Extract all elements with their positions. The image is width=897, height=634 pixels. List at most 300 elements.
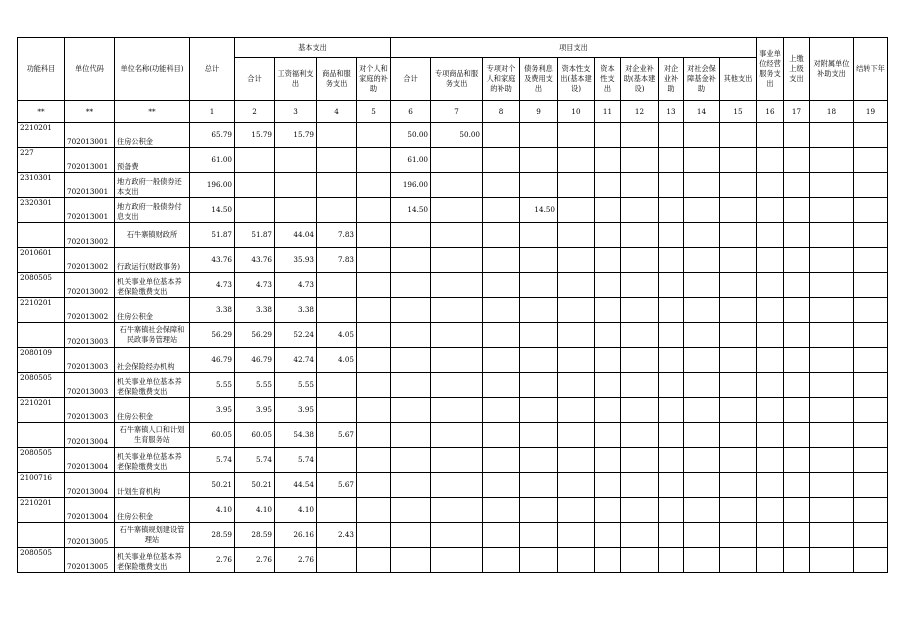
empty-cell <box>684 373 720 398</box>
value-cell-total: 43.76 <box>190 248 235 273</box>
empty-cell <box>810 348 854 373</box>
index-cell: 4 <box>317 101 357 123</box>
empty-cell <box>595 548 621 573</box>
empty-cell <box>720 498 757 523</box>
value-cell-p_personal <box>483 198 520 223</box>
empty-cell <box>854 223 888 248</box>
func-subject-cell: 2210201 <box>18 123 65 148</box>
empty-cell <box>810 298 854 323</box>
unit-name-cell: 机关事业单位基本养老保险缴费支出 <box>115 373 190 398</box>
empty-cell <box>558 523 595 548</box>
empty-cell <box>684 348 720 373</box>
empty-cell <box>595 173 621 198</box>
value-cell-total: 46.79 <box>190 348 235 373</box>
empty-cell <box>757 398 784 423</box>
empty-cell <box>659 348 684 373</box>
unit-code-cell: 702013001 <box>65 148 115 173</box>
unit-name-cell: 石牛寨镇财政所 <box>115 223 190 248</box>
value-cell-p_personal <box>483 223 520 248</box>
value-cell-p_debt <box>520 373 558 398</box>
unit-name-cell: 社会保险经办机构 <box>115 348 190 373</box>
empty-cell <box>595 223 621 248</box>
value-cell-p_sum: 14.50 <box>391 198 431 223</box>
unit-code-cell: 702013004 <box>65 498 115 523</box>
unit-name-cell: 住房公积金 <box>115 398 190 423</box>
empty-cell <box>595 373 621 398</box>
index-cell: 13 <box>659 101 684 123</box>
unit-code-cell: 702013002 <box>65 223 115 248</box>
index-cell: 11 <box>595 101 621 123</box>
empty-cell <box>720 123 757 148</box>
unit-code-cell: 702013001 <box>65 198 115 223</box>
index-row <box>18 101 888 123</box>
empty-cell <box>757 148 784 173</box>
empty-cell <box>659 523 684 548</box>
value-cell-p_personal <box>483 523 520 548</box>
value-cell-p_personal <box>483 423 520 448</box>
value-cell-p_sum <box>391 398 431 423</box>
table-row <box>18 548 888 573</box>
empty-cell <box>684 248 720 273</box>
empty-cell <box>784 473 810 498</box>
value-cell-b_goods: 7.83 <box>317 223 357 248</box>
empty-cell <box>757 123 784 148</box>
empty-cell <box>784 198 810 223</box>
table-row <box>18 423 888 448</box>
value-cell-b_goods <box>317 448 357 473</box>
empty-cell <box>558 448 595 473</box>
func-subject-cell: 2210201 <box>18 498 65 523</box>
empty-cell <box>784 373 810 398</box>
value-cell-b_sum: 2.76 <box>235 548 275 573</box>
value-cell-p_debt <box>520 523 558 548</box>
unit-name-cell: 机关事业单位基本养老保险缴费支出 <box>115 548 190 573</box>
func-subject-cell <box>18 223 65 248</box>
empty-cell <box>854 448 888 473</box>
unit-name-cell: 计划生育机构 <box>115 473 190 498</box>
empty-cell <box>684 298 720 323</box>
index-cell: ** <box>115 101 190 123</box>
value-cell-b_personal <box>357 148 391 173</box>
empty-cell <box>558 473 595 498</box>
empty-cell <box>684 273 720 298</box>
value-cell-p_sum: 196.00 <box>391 173 431 198</box>
header-p-goods: 专项商品和服务支出 <box>431 58 483 101</box>
value-cell-b_personal <box>357 398 391 423</box>
value-cell-b_salary: 35.93 <box>275 248 317 273</box>
value-cell-p_debt <box>520 423 558 448</box>
empty-cell <box>621 173 659 198</box>
header-unit-code: 单位代码 <box>65 38 115 101</box>
value-cell-p_sum <box>391 348 431 373</box>
value-cell-total: 50.21 <box>190 473 235 498</box>
value-cell-b_personal <box>357 448 391 473</box>
empty-cell <box>720 323 757 348</box>
value-cell-total: 51.87 <box>190 223 235 248</box>
value-cell-b_goods: 5.67 <box>317 423 357 448</box>
header-b-sum: 合计 <box>235 58 275 101</box>
value-cell-b_personal <box>357 348 391 373</box>
unit-code-cell: 702013001 <box>65 173 115 198</box>
value-cell-b_goods <box>317 373 357 398</box>
unit-name-cell: 地方政府一般债券还本支出 <box>115 173 190 198</box>
value-cell-p_goods <box>431 198 483 223</box>
empty-cell <box>854 398 888 423</box>
empty-cell <box>720 448 757 473</box>
empty-cell <box>595 448 621 473</box>
unit-name-cell: 石牛寨镇人口和计划生育服务站 <box>115 423 190 448</box>
value-cell-p_goods <box>431 423 483 448</box>
value-cell-b_sum <box>235 173 275 198</box>
empty-cell <box>659 223 684 248</box>
value-cell-total: 65.79 <box>190 123 235 148</box>
value-cell-b_sum <box>235 148 275 173</box>
empty-cell <box>684 423 720 448</box>
unit-code-cell: 702013003 <box>65 323 115 348</box>
index-cell: 1 <box>190 101 235 123</box>
index-cell: 3 <box>275 101 317 123</box>
empty-cell <box>684 523 720 548</box>
func-subject-cell <box>18 323 65 348</box>
value-cell-b_sum: 46.79 <box>235 348 275 373</box>
value-cell-p_sum <box>391 448 431 473</box>
empty-cell <box>720 373 757 398</box>
empty-cell <box>810 498 854 523</box>
empty-cell <box>558 373 595 398</box>
table-row <box>18 473 888 498</box>
empty-cell <box>757 498 784 523</box>
empty-cell <box>659 148 684 173</box>
index-cell: ** <box>18 101 65 123</box>
empty-cell <box>558 323 595 348</box>
value-cell-p_debt <box>520 148 558 173</box>
value-cell-b_salary: 3.38 <box>275 298 317 323</box>
index-cell: 2 <box>235 101 275 123</box>
value-cell-total: 4.10 <box>190 498 235 523</box>
empty-cell <box>810 548 854 573</box>
empty-cell <box>659 423 684 448</box>
empty-cell <box>659 323 684 348</box>
value-cell-b_sum: 28.59 <box>235 523 275 548</box>
index-cell: 19 <box>854 101 888 123</box>
index-cell: 7 <box>431 101 483 123</box>
empty-cell <box>720 298 757 323</box>
value-cell-b_goods <box>317 498 357 523</box>
func-subject-cell: 2210201 <box>18 298 65 323</box>
func-subject-cell: 2100716 <box>18 473 65 498</box>
unit-name-cell: 预备费 <box>115 148 190 173</box>
table-row <box>18 298 888 323</box>
empty-cell <box>595 348 621 373</box>
empty-cell <box>595 273 621 298</box>
empty-cell <box>595 423 621 448</box>
value-cell-p_sum <box>391 548 431 573</box>
empty-cell <box>854 423 888 448</box>
unit-code-cell: 702013002 <box>65 248 115 273</box>
empty-cell <box>684 498 720 523</box>
func-subject-cell: 2010601 <box>18 248 65 273</box>
value-cell-total: 2.76 <box>190 548 235 573</box>
value-cell-p_personal <box>483 298 520 323</box>
empty-cell <box>595 498 621 523</box>
index-cell: 17 <box>784 101 810 123</box>
empty-cell <box>810 373 854 398</box>
value-cell-b_personal <box>357 123 391 148</box>
value-cell-p_debt <box>520 548 558 573</box>
empty-cell <box>621 548 659 573</box>
header-p-capital: 资本性支出 <box>595 58 621 101</box>
empty-cell <box>854 298 888 323</box>
value-cell-p_goods <box>431 273 483 298</box>
value-cell-p_goods <box>431 148 483 173</box>
unit-code-cell: 702013004 <box>65 448 115 473</box>
value-cell-b_personal <box>357 173 391 198</box>
empty-cell <box>558 548 595 573</box>
empty-cell <box>854 248 888 273</box>
func-subject-cell <box>18 423 65 448</box>
index-cell: 6 <box>391 101 431 123</box>
header-p-debt: 债务利息及费用支出 <box>520 58 558 101</box>
empty-cell <box>757 448 784 473</box>
value-cell-b_goods <box>317 198 357 223</box>
value-cell-b_salary: 42.74 <box>275 348 317 373</box>
value-cell-b_goods <box>317 123 357 148</box>
value-cell-p_goods <box>431 373 483 398</box>
value-cell-b_goods: 2.43 <box>317 523 357 548</box>
empty-cell <box>720 273 757 298</box>
value-cell-p_personal <box>483 148 520 173</box>
empty-cell <box>684 223 720 248</box>
value-cell-p_goods <box>431 548 483 573</box>
index-cell: 10 <box>558 101 595 123</box>
empty-cell <box>757 548 784 573</box>
empty-cell <box>558 273 595 298</box>
value-cell-p_personal <box>483 123 520 148</box>
empty-cell <box>757 423 784 448</box>
value-cell-b_goods <box>317 273 357 298</box>
value-cell-p_goods <box>431 448 483 473</box>
empty-cell <box>757 198 784 223</box>
empty-cell <box>621 523 659 548</box>
value-cell-p_goods <box>431 398 483 423</box>
value-cell-b_sum: 51.87 <box>235 223 275 248</box>
empty-cell <box>621 423 659 448</box>
value-cell-p_debt: 14.50 <box>520 198 558 223</box>
header-total: 总计 <box>190 38 235 101</box>
header-project-group: 项目支出 <box>391 38 757 58</box>
value-cell-b_personal <box>357 373 391 398</box>
empty-cell <box>720 523 757 548</box>
table-row <box>18 173 888 198</box>
func-subject-cell: 2080109 <box>18 348 65 373</box>
empty-cell <box>558 498 595 523</box>
empty-cell <box>810 198 854 223</box>
empty-cell <box>659 373 684 398</box>
table-body <box>18 123 888 573</box>
table-row <box>18 198 888 223</box>
value-cell-p_sum <box>391 373 431 398</box>
empty-cell <box>659 448 684 473</box>
unit-name-cell: 地方政府一般债券付息支出 <box>115 198 190 223</box>
value-cell-p_sum <box>391 498 431 523</box>
value-cell-p_goods <box>431 298 483 323</box>
empty-cell <box>659 248 684 273</box>
index-cell: 14 <box>684 101 720 123</box>
empty-cell <box>684 173 720 198</box>
value-cell-p_personal <box>483 398 520 423</box>
empty-cell <box>684 198 720 223</box>
value-cell-p_debt <box>520 498 558 523</box>
empty-cell <box>720 548 757 573</box>
empty-cell <box>757 173 784 198</box>
value-cell-total: 28.59 <box>190 523 235 548</box>
empty-cell <box>595 398 621 423</box>
value-cell-b_personal <box>357 223 391 248</box>
empty-cell <box>659 398 684 423</box>
header-p-personal: 专项对个人和家庭的补助 <box>483 58 520 101</box>
value-cell-p_goods <box>431 248 483 273</box>
empty-cell <box>720 398 757 423</box>
value-cell-p_sum <box>391 423 431 448</box>
value-cell-p_goods <box>431 523 483 548</box>
unit-name-cell: 石牛寨镇社会保障和民政事务管理站 <box>115 323 190 348</box>
empty-cell <box>784 223 810 248</box>
unit-name-cell: 机关事业单位基本养老保险缴费支出 <box>115 273 190 298</box>
empty-cell <box>659 473 684 498</box>
empty-cell <box>659 173 684 198</box>
empty-cell <box>558 423 595 448</box>
empty-cell <box>784 273 810 298</box>
empty-cell <box>558 123 595 148</box>
empty-cell <box>595 298 621 323</box>
value-cell-b_salary: 15.79 <box>275 123 317 148</box>
empty-cell <box>621 448 659 473</box>
value-cell-p_debt <box>520 248 558 273</box>
table-row <box>18 498 888 523</box>
empty-cell <box>720 198 757 223</box>
empty-cell <box>854 348 888 373</box>
empty-cell <box>558 198 595 223</box>
value-cell-p_debt <box>520 123 558 148</box>
func-subject-cell: 2310301 <box>18 173 65 198</box>
value-cell-p_goods <box>431 348 483 373</box>
index-cell: 15 <box>720 101 757 123</box>
unit-name-cell: 住房公积金 <box>115 123 190 148</box>
value-cell-p_personal <box>483 273 520 298</box>
value-cell-b_salary: 44.04 <box>275 223 317 248</box>
value-cell-b_sum: 50.21 <box>235 473 275 498</box>
empty-cell <box>757 323 784 348</box>
empty-cell <box>784 398 810 423</box>
value-cell-p_personal <box>483 248 520 273</box>
value-cell-p_debt <box>520 223 558 248</box>
empty-cell <box>684 473 720 498</box>
empty-cell <box>558 298 595 323</box>
value-cell-b_goods <box>317 173 357 198</box>
budget-table <box>17 37 888 573</box>
unit-name-cell: 石牛寨镇规划建设管理站 <box>115 523 190 548</box>
unit-name-cell: 住房公积金 <box>115 498 190 523</box>
empty-cell <box>621 398 659 423</box>
index-cell: ** <box>65 101 115 123</box>
empty-cell <box>757 298 784 323</box>
index-cell: 9 <box>520 101 558 123</box>
empty-cell <box>621 298 659 323</box>
header-func-subject: 功能科目 <box>18 38 65 101</box>
empty-cell <box>558 148 595 173</box>
header-p-capital-build: 资本性支出(基本建设) <box>558 58 595 101</box>
empty-cell <box>757 348 784 373</box>
empty-cell <box>595 198 621 223</box>
value-cell-p_sum <box>391 473 431 498</box>
empty-cell <box>854 548 888 573</box>
header-b-personal: 对个人和家庭的补助 <box>357 58 391 101</box>
value-cell-b_sum: 60.05 <box>235 423 275 448</box>
table-row <box>18 323 888 348</box>
empty-cell <box>684 448 720 473</box>
empty-cell <box>784 323 810 348</box>
value-cell-p_personal <box>483 498 520 523</box>
value-cell-p_personal <box>483 373 520 398</box>
index-cell: 12 <box>621 101 659 123</box>
empty-cell <box>854 148 888 173</box>
value-cell-p_goods <box>431 173 483 198</box>
empty-cell <box>621 248 659 273</box>
empty-cell <box>810 223 854 248</box>
empty-cell <box>854 473 888 498</box>
empty-cell <box>810 473 854 498</box>
header-upper: 上缴上级支出 <box>784 38 810 101</box>
empty-cell <box>810 273 854 298</box>
empty-cell <box>621 498 659 523</box>
func-subject-cell: 227 <box>18 148 65 173</box>
empty-cell <box>558 173 595 198</box>
table-row <box>18 248 888 273</box>
value-cell-total: 61.00 <box>190 148 235 173</box>
value-cell-b_salary <box>275 148 317 173</box>
empty-cell <box>659 123 684 148</box>
empty-cell <box>810 423 854 448</box>
empty-cell <box>854 323 888 348</box>
empty-cell <box>684 398 720 423</box>
empty-cell <box>810 398 854 423</box>
empty-cell <box>854 498 888 523</box>
value-cell-b_salary: 5.55 <box>275 373 317 398</box>
empty-cell <box>595 148 621 173</box>
value-cell-p_sum <box>391 223 431 248</box>
empty-cell <box>684 148 720 173</box>
value-cell-b_sum: 43.76 <box>235 248 275 273</box>
value-cell-total: 5.55 <box>190 373 235 398</box>
unit-code-cell: 702013005 <box>65 548 115 573</box>
value-cell-b_salary: 26.16 <box>275 523 317 548</box>
value-cell-total: 196.00 <box>190 173 235 198</box>
empty-cell <box>659 298 684 323</box>
value-cell-b_goods <box>317 148 357 173</box>
value-cell-b_salary: 4.73 <box>275 273 317 298</box>
value-cell-b_salary: 5.74 <box>275 448 317 473</box>
empty-cell <box>810 148 854 173</box>
value-cell-b_personal <box>357 498 391 523</box>
value-cell-p_debt <box>520 273 558 298</box>
empty-cell <box>784 348 810 373</box>
empty-cell <box>757 248 784 273</box>
value-cell-b_sum: 15.79 <box>235 123 275 148</box>
unit-name-cell: 住房公积金 <box>115 298 190 323</box>
value-cell-b_salary <box>275 198 317 223</box>
empty-cell <box>810 448 854 473</box>
value-cell-p_sum <box>391 523 431 548</box>
